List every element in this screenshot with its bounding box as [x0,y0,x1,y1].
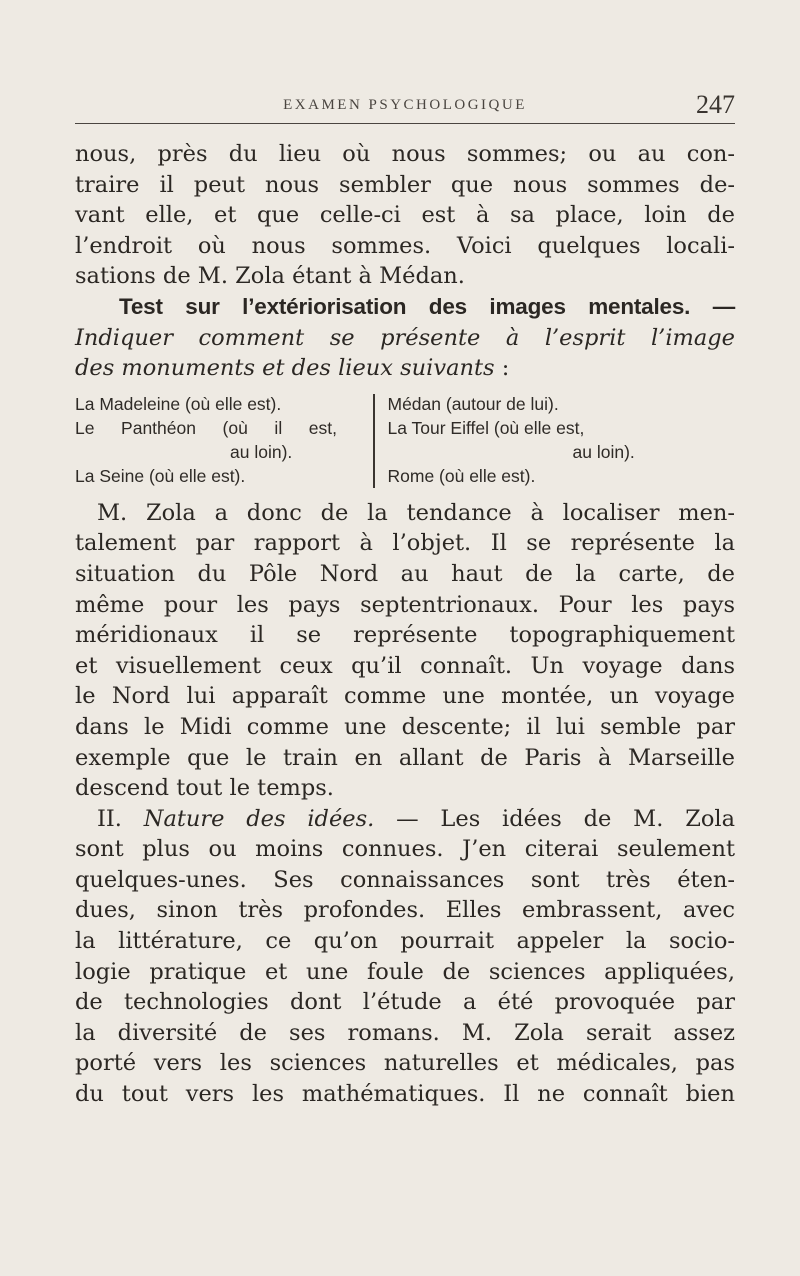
text-line: quelques-unes. Ses connaissances sont très éten- [75,866,735,893]
paragraph-localisations [75,139,735,384]
text-line: nous, près du lieu où nous sommes; ou au con- [75,141,735,167]
place-item-continued: au loin). [572,441,635,462]
test-heading: Test sur l’extériorisation des images mentales. — [119,293,735,319]
page-header [75,0,735,124]
text-line: exemple que le train en allant de Paris à Marseille [75,744,735,771]
paragraph-nature-des-idees [75,804,735,1110]
places-right-column [388,392,688,488]
section-heading-line [75,804,735,835]
text-line: dues, sinon très profondes. Elles embrassent, avec [75,897,735,924]
text-line: méridionaux il se représente topographiquement [75,622,735,649]
text-line: situation du Pôle Nord au haut de la carte, de [75,560,735,587]
text-line: sations de M. Zola étant à Médan. [75,263,465,290]
column-divider [373,394,375,488]
text-line [75,498,735,529]
place-item: Médan (autour de lui). [387,393,559,414]
section-title: Nature des idées. [143,805,375,832]
place-item: Le Panthéon (où il est, [75,417,337,438]
instruction-colon: : [494,355,510,382]
text-line: de technologies dont l’étude a été provoquée par [75,989,735,1016]
text-run: — Les idées de M. Zola [374,805,735,832]
text-line: la littérature, ce qu’on pourrait appeler la socio- [75,928,735,955]
test-heading-line [75,292,735,323]
place-item: Rome (où elle est). [387,465,536,486]
test-instruction-line [75,353,735,384]
page-number: 247 [696,90,735,119]
text-line: porté vers les sciences naturelles et médicales, pas [75,1050,735,1077]
place-item: La Seine (où elle est). [75,465,246,486]
book-page [75,0,735,1110]
place-item: La Tour Eiffel (où elle est, [387,417,585,438]
section-number: II. [97,805,144,832]
text-line: même pour les pays septentrionaux. Pour les pays [75,591,735,618]
text-line: talement par rapport à l’objet. Il se représente la [75,530,735,557]
text-line: le Nord lui apparaît comme une montée, un voyage [75,683,735,710]
text-line: traire il peut nous sembler que nous sommes de- [75,171,735,198]
place-item-continued: au loin). [230,441,293,462]
text-line: la diversité de ses romans. M. Zola serait assez [75,1019,735,1046]
text-line: sont plus ou moins connues. J’en citerai seulement [75,836,735,863]
place-item: La Madeleine (où elle est). [75,393,282,414]
test-instruction-line: Indiquer comment se présente à l’esprit l’image [75,324,735,351]
places-list [75,392,735,488]
paragraph-zola-localisation [75,498,735,804]
text-line: et visuellement ceux qu’il connaît. Un voyage dans [75,652,735,679]
text-line: descend tout le temps. [75,775,334,802]
text-line: l’endroit où nous sommes. Voici quelques locali- [75,232,735,259]
running-title: EXAMEN PSYCHOLOGIQUE [283,97,527,113]
test-instruction-end: des monuments et des lieux suivants [75,355,495,382]
text-run: M. Zola a donc de la tendance à localiser men- [97,499,735,526]
text-line: logie pratique et une foule de sciences appliquées, [75,958,735,985]
places-left-column [75,392,371,488]
text-line: du tout vers les mathématiques. Il ne connaît bien [75,1081,735,1108]
text-line: vant elle, et que celle-ci est à sa place, loin de [75,202,735,229]
text-line: dans le Midi comme une descente; il lui semble par [75,713,735,740]
